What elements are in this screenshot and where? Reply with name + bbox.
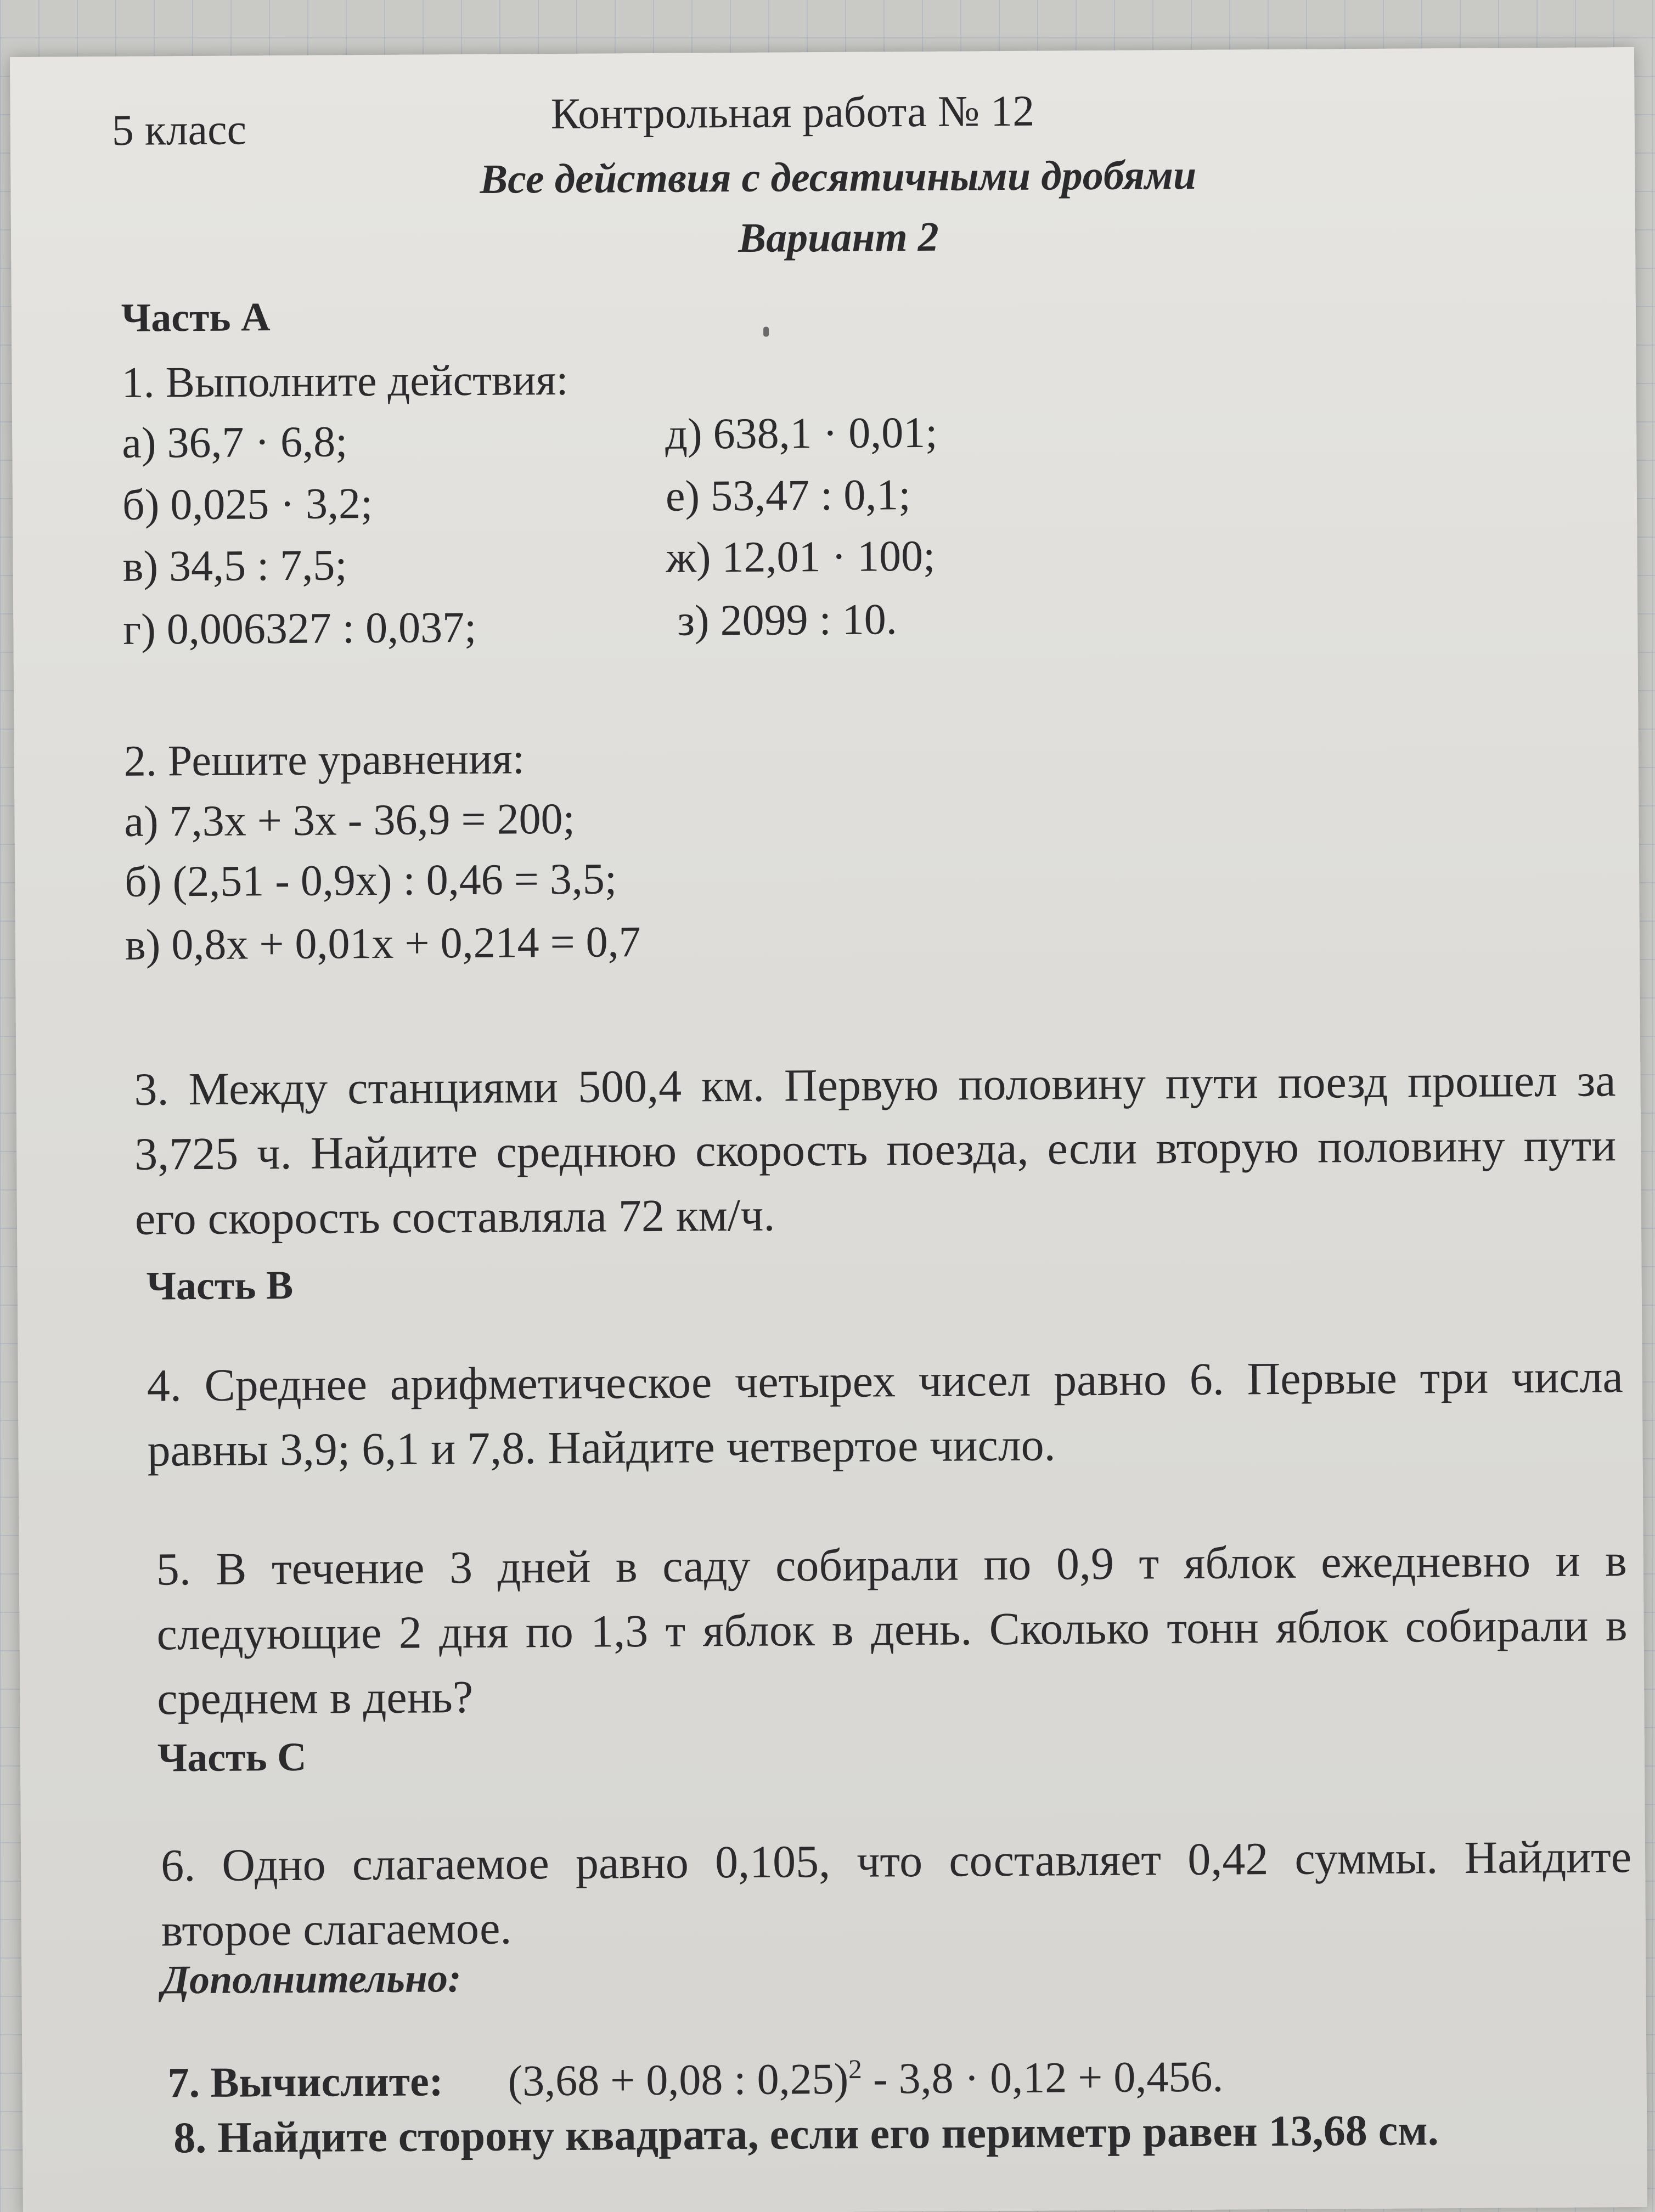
task1-item-d: д) 638,1 · 0,01; xyxy=(665,408,938,459)
test-sheet xyxy=(10,47,1647,2212)
task1-item-e: е) 53,47 : 0,1; xyxy=(665,471,911,521)
task2-heading: 2. Решите уравнения: xyxy=(123,735,525,786)
task8-text: 8. Найдите сторону квадрата, если его периметр равен 13,68 см. xyxy=(173,2106,1439,2163)
task1-item-a: а) 36,7 · 6,8; xyxy=(122,417,348,467)
task7-label: 7. Вычислите: xyxy=(167,2057,443,2107)
part-a-title: Часть А xyxy=(121,295,271,341)
task1-item-g: г) 0,006327 : 0,037; xyxy=(123,603,477,654)
task4-text: 4. Среднее арифметическое четырех чисел равно 6. Первые три числа равны 3,9; 6,1 и 7,8. Найдите четвертое число. xyxy=(147,1351,1624,1476)
topic-title: Все действия с десятичными дробями xyxy=(480,151,1197,202)
task7-expr-start: (3,68 + 0,08 : 0,25) xyxy=(508,2055,849,2106)
task7-exponent: 2 xyxy=(848,2054,863,2085)
grade-label: 5 класс xyxy=(111,105,247,155)
task7-expr-end: - 3,8 · 0,12 + 0,456. xyxy=(862,2052,1224,2103)
task6-text: 6. Одно слагаемое равно 0,105, что составляет 0,42 суммы. Найдите второе слагаемое. xyxy=(160,1831,1632,1956)
ink-dot xyxy=(763,327,769,337)
variant-title: Вариант 2 xyxy=(738,213,939,261)
task2-item-a: а) 7,3x + 3x - 36,9 = 200; xyxy=(124,794,576,846)
task1-item-b: б) 0,025 · 3,2; xyxy=(122,479,373,529)
task1-heading: 1. Выполните действия: xyxy=(121,356,568,407)
task7-expression xyxy=(508,2052,1224,2106)
task1-item-zh: ж) 12,01 · 100; xyxy=(666,532,936,582)
task2-item-b: б) (2,51 - 0,9x) : 0,46 = 3,5; xyxy=(124,855,617,906)
part-b-title: Часть В xyxy=(146,1262,294,1309)
extra-title: Дополнительно: xyxy=(161,1956,461,2003)
task3-text: 3. Между станциями 500,4 км. Первую половину пути поезд прошел за 3,725 ч. Найдите среднюю скорость поезда, если вторую половину пути его скорость составляла 72 км/ч. xyxy=(134,1055,1617,1245)
task1-item-z: з) 2099 : 10. xyxy=(677,595,898,645)
task2-item-v: в) 0,8x + 0,01x + 0,214 = 0,7 xyxy=(125,918,641,969)
task5-text: 5. В течение 3 дней в саду собирали по 0,9 т яблок ежедневно и в следующие 2 дня по 1,3 т яблок в день. Сколько тонн яблок собирали в среднем в день? xyxy=(156,1535,1628,1725)
part-c-title: Часть С xyxy=(157,1734,307,1781)
work-title: Контрольная работа № 12 xyxy=(550,87,1035,139)
task1-item-v: в) 34,5 : 7,5; xyxy=(122,541,347,591)
